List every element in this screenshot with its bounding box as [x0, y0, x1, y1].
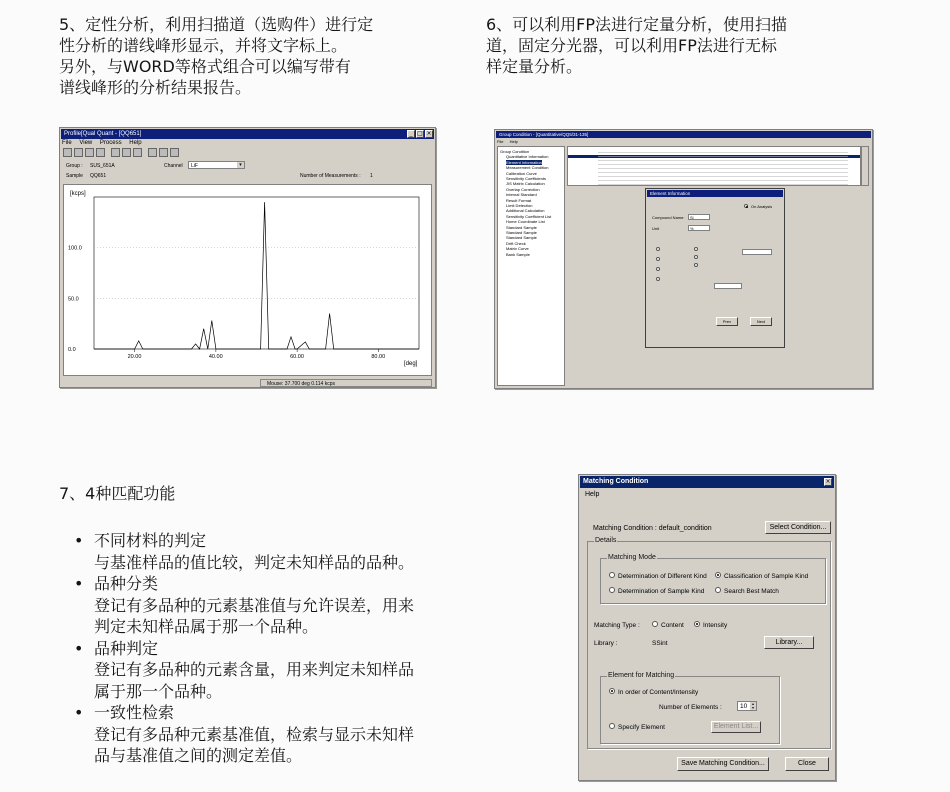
status-bar: [260, 379, 432, 387]
close-icon[interactable]: ×: [426, 130, 432, 137]
measurements-value: 1: [370, 173, 373, 179]
profile-window-screenshot: [59, 127, 436, 388]
condition-label: Matching Condition : default_condition: [593, 525, 712, 532]
profile-toolbar: [63, 148, 263, 158]
bullet-head: 品种判定: [94, 638, 159, 658]
group-value: SUS_651A: [90, 163, 115, 169]
element-list-button[interactable]: Element List...: [711, 721, 761, 733]
y-axis-unit: [kcps]: [70, 191, 86, 197]
dropdown-arrow-icon: ▾: [237, 162, 244, 168]
menu-help[interactable]: Help: [129, 140, 142, 146]
bullet-head: 不同材料的判定: [94, 531, 207, 550]
section6-line: 6、可以利用FP法进行定量分析，使用扫描: [486, 15, 788, 34]
section7-title: 7、4种匹配功能: [59, 484, 176, 503]
scale-icon[interactable]: [122, 148, 131, 157]
next-button[interactable]: Next: [750, 317, 772, 326]
y-tick-label: 0.0: [68, 347, 76, 353]
section6-line: 道，固定分光器，可以利用FP法进行无标: [486, 36, 777, 55]
tree-item[interactable]: Quantitative Information: [506, 154, 549, 160]
compound-name-field[interactable]: Si: [688, 214, 710, 220]
tree-panel: [497, 146, 565, 386]
element-matching-group: [600, 672, 780, 744]
close-button[interactable]: Close: [785, 757, 829, 771]
section6-line: 样定量分析。: [486, 57, 583, 76]
zoom-out-icon[interactable]: [85, 148, 94, 157]
bullet-icon: •: [74, 531, 84, 550]
section6-text: [486, 14, 787, 77]
matching-condition-screenshot: [578, 474, 836, 781]
mode-sample-kind[interactable]: Determination of Sample Kind: [609, 588, 704, 595]
section5-line: 谱线峰形的分析结果报告。: [59, 78, 252, 97]
peak-icon[interactable]: [111, 148, 120, 157]
bullet-line: 登记有多品种元素基准值，检索与显示未知样: [94, 724, 415, 744]
tree-item[interactable]: Overlap Correction: [506, 186, 540, 192]
matching-mode-group: [600, 554, 826, 604]
group-condition-screenshot: [494, 129, 873, 389]
bullet-icon: •: [74, 703, 84, 722]
tree-item[interactable]: Sensitivity Coefficients: [506, 176, 546, 181]
specify-element-radio[interactable]: Specify Element: [609, 724, 665, 731]
compound-name-label: Compound Name:: [652, 215, 685, 220]
element-info-title: Element Information: [647, 190, 783, 197]
tree-item[interactable]: Internal Standard: [506, 192, 537, 198]
spectrum-chart: [64, 185, 431, 375]
maximize-icon[interactable]: □: [417, 130, 423, 137]
window-controls: [824, 478, 832, 486]
radio-option[interactable]: [656, 247, 660, 251]
unit-label: Unit: [652, 226, 660, 231]
mouse-readout: Mouse: 37.700 deg 0.114 kcps: [267, 381, 336, 387]
menu-file[interactable]: File: [497, 139, 504, 144]
matching-condition-title: Matching Condition: [580, 476, 834, 488]
option-field[interactable]: [714, 283, 742, 289]
marker-icon[interactable]: [148, 148, 157, 157]
matching-mode-label: Matching Mode: [608, 554, 656, 561]
table-scrollbar[interactable]: [861, 146, 869, 186]
library-label: Library :: [594, 640, 618, 647]
radio-option[interactable]: [656, 277, 660, 281]
print-icon[interactable]: [63, 148, 72, 157]
list-item: [72, 638, 414, 703]
channel-select[interactable]: [188, 161, 245, 169]
element-info-dialog: [645, 188, 785, 348]
chart-panel: [63, 184, 432, 376]
bullet-head: 一致性检索: [94, 703, 175, 722]
library-value: SSint: [652, 640, 668, 647]
tree-item[interactable]: JIS Matrix Calculation: [506, 181, 545, 187]
tree-item[interactable]: Additional Calculation: [506, 208, 545, 214]
bullet-icon: •: [74, 574, 84, 593]
x-axis-unit: [deg]: [404, 361, 418, 367]
list-item: [72, 530, 414, 573]
tree-item[interactable]: Standard Sample: [506, 230, 537, 235]
list-item: [72, 702, 414, 767]
refresh-icon[interactable]: [159, 148, 168, 157]
measurements-label: Number of Measurements :: [300, 173, 361, 179]
in-order-radio[interactable]: In order of Content/Intensity: [609, 689, 698, 696]
mode-best-match[interactable]: Search Best Match: [715, 588, 779, 595]
tree-item[interactable]: Element Information: [506, 159, 542, 165]
section5-line: 另外，与WORD等格式组合可以编写带有: [59, 57, 351, 76]
menubar-2: [497, 139, 518, 144]
details-group: [587, 537, 831, 749]
profile-menubar: [62, 140, 148, 146]
x-tick-label: 80.00: [371, 354, 386, 360]
tree-item[interactable]: Group Condition: [500, 149, 530, 154]
matching-type-label: Matching Type :: [594, 622, 640, 629]
bullet-line: 登记有多品种的元素基准值与允许误差，用来: [94, 595, 415, 615]
menu-help[interactable]: Help: [585, 491, 600, 498]
group-label: Group :: [66, 163, 83, 169]
plot-border: [94, 197, 419, 349]
matching-features-list: [72, 530, 414, 767]
mode-different-kind[interactable]: Determination of Different Kind: [609, 573, 707, 580]
zoom-icon[interactable]: [74, 148, 83, 157]
range-icon[interactable]: [133, 148, 142, 157]
element-table: [567, 146, 861, 186]
bullet-line: 登记有多品种的元素含量，用来判定未知样品: [94, 660, 415, 679]
menu-help[interactable]: Help: [509, 139, 518, 144]
close-icon[interactable]: ×: [825, 478, 831, 485]
bullet-head: 品种分类: [94, 574, 159, 593]
tree-item[interactable]: Home Coordinate List: [506, 219, 545, 225]
channel-value: LiF: [191, 163, 198, 169]
details-label: Details: [595, 537, 617, 544]
table-grid: [598, 149, 848, 185]
radio-option[interactable]: [694, 263, 698, 267]
tree-item[interactable]: Drift Check: [506, 240, 526, 246]
spectrum-line: [94, 202, 419, 349]
mode-classification[interactable]: Classification of Sample Kind: [715, 573, 808, 580]
sample-value: QQ651: [90, 173, 107, 179]
tree-item[interactable]: Calibration Curve: [506, 170, 537, 176]
group-condition-title: Group Condition - [Quantitative/QQ5/31-135]: [496, 131, 871, 138]
tree-item[interactable]: Standard Sample: [506, 224, 537, 230]
bullet-line: 品与基准值之间的测定差值。: [94, 746, 303, 765]
tree-item[interactable]: Matrix Curve: [506, 246, 529, 252]
section5-line: 性分析的谱线峰形显示，并将文字标上。: [59, 36, 348, 55]
settings-icon[interactable]: [170, 148, 179, 157]
tree-item[interactable]: Result Format: [506, 197, 532, 203]
element-matching-label: Element for Matching: [608, 672, 675, 679]
radio-option[interactable]: [694, 247, 698, 251]
menu-file[interactable]: File: [62, 140, 72, 146]
line-select[interactable]: [742, 249, 772, 255]
bullet-icon: •: [74, 638, 84, 658]
unit-select[interactable]: %: [688, 225, 710, 231]
section5-text: [59, 14, 373, 98]
x-tick-label: 60.00: [290, 354, 304, 360]
tree-item[interactable]: Limit Detection: [506, 203, 533, 208]
y-tick-label: 50.0: [68, 296, 79, 303]
num-elements-label: Number of Elements :: [659, 704, 722, 711]
window-controls: [407, 130, 433, 138]
section5-line: 5、定性分析，利用扫描道（选购件）进行定: [59, 15, 374, 34]
type-content-radio[interactable]: Content: [652, 622, 684, 629]
label-icon[interactable]: [96, 148, 105, 157]
calc-options: [652, 239, 780, 299]
y-tick-label: 100.0: [68, 245, 82, 252]
tree-item[interactable]: Standard Sample: [506, 235, 537, 241]
tree-item[interactable]: Bank Sample: [506, 251, 530, 257]
x-tick-label: 20.00: [127, 354, 142, 360]
save-condition-button[interactable]: Save Matching Condition...: [677, 757, 769, 771]
num-elements-stepper[interactable]: 10 ▴ ▾: [737, 701, 757, 711]
bullet-line: 属于那一个品种。: [94, 681, 223, 701]
spin-icon[interactable]: ▴ ▾: [751, 701, 754, 710]
channel-label: Channel: [164, 163, 183, 169]
menu-view[interactable]: View: [79, 140, 93, 146]
radio-option[interactable]: [656, 267, 660, 271]
menu-process[interactable]: Process: [99, 140, 122, 146]
type-intensity-radio[interactable]: Intensity: [694, 622, 727, 629]
x-tick-label: 40.00: [208, 354, 223, 360]
radio-option[interactable]: [694, 255, 698, 259]
minimize-icon[interactable]: _: [407, 130, 415, 138]
on-analysis-checkbox[interactable]: On Analysis: [744, 204, 772, 209]
tree-item[interactable]: Sensitivity Coefficient List: [506, 213, 552, 219]
tree-item[interactable]: Measurement Condition: [506, 165, 549, 171]
bullet-line: 判定未知样品属于那一个品种。: [94, 617, 319, 636]
select-condition-button[interactable]: Select Condition...: [765, 521, 831, 534]
profile-window-title: Profile[Qual Quant - [QQ651]: [61, 129, 434, 139]
library-button[interactable]: Library...: [764, 636, 814, 649]
list-item: [72, 573, 414, 638]
sample-label: Sample: [66, 173, 83, 179]
prev-button[interactable]: Prev: [716, 317, 738, 326]
radio-option[interactable]: [656, 257, 660, 261]
bullet-line: 与基准样品的值比较，判定未知样品的品种。: [94, 552, 415, 572]
